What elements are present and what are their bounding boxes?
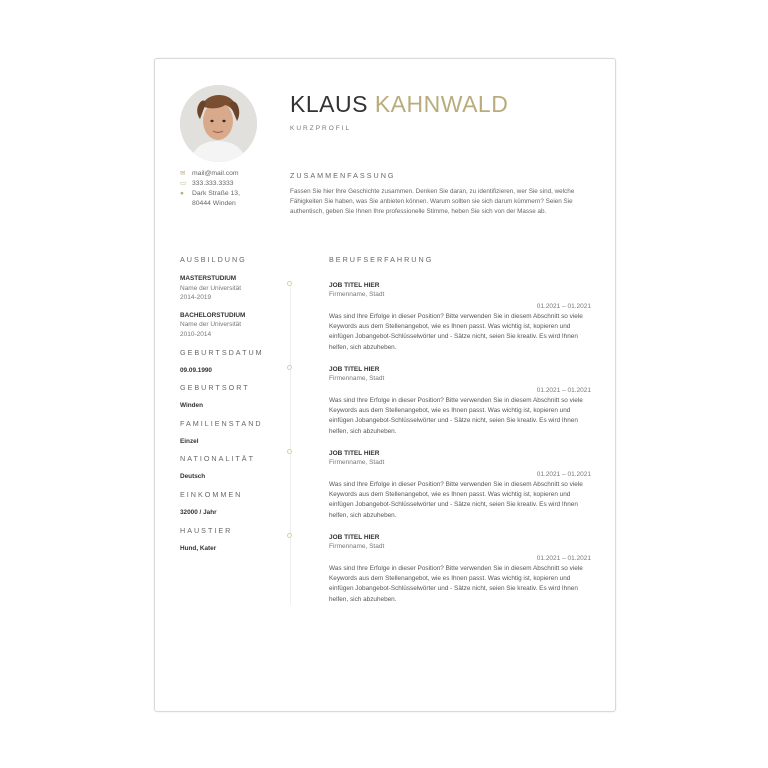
nationality-value: Deutsch (180, 473, 206, 481)
job-title: JOB TITEL HIER (329, 534, 380, 541)
degree: BACHELORSTUDIUM (180, 311, 246, 319)
job-title: JOB TITEL HIER (329, 366, 380, 373)
school: Name der Universität (180, 284, 242, 292)
contact-email[interactable]: mail@mail.com (192, 170, 239, 177)
school: Name der Universität (180, 321, 242, 329)
birthplace-heading: GEBURTSORT (180, 383, 250, 393)
resume-page (154, 58, 616, 712)
pet-heading: HAUSTIER (180, 525, 233, 535)
job-company: Firmenname, Stadt (329, 375, 385, 382)
job-description: Was sind Ihre Erfolge in dieser Position? Bitte verwenden Sie in diesem Abschnitt so viele Keywords aus dem Stellenangebot, wie es Ihnen passt. Was wichtig ist, kopieren und einfügen Jobangebot-Schlüsselwörter und - Sätze nicht, seien Sie kreativ. Es wird Ihnen helfen, sich abzuheben. (329, 565, 583, 603)
timeline-dot (287, 533, 292, 538)
last-name: KAHNWALD (374, 91, 509, 117)
years: 2014-2019 (180, 294, 212, 302)
marital-status-value: Einzel (180, 437, 199, 445)
profile-subtitle: KURZPROFIL (290, 125, 352, 132)
education-heading: AUSBILDUNG (180, 255, 247, 264)
contact-email-row (180, 169, 240, 179)
contact-address (192, 189, 240, 209)
address-line-2: 80444 Winden (192, 200, 236, 207)
job-date: 01.2021 – 01.2021 (536, 471, 591, 478)
job-company: Firmenname, Stadt (329, 543, 385, 550)
location-icon: ● (180, 190, 184, 197)
job-date: 01.2021 – 01.2021 (536, 303, 591, 310)
contact-phone[interactable]: 333.333.3333 (192, 180, 234, 187)
birthdate-heading: GEBURTSDATUM (180, 347, 264, 357)
summary-heading: ZUSAMMENFASSUNG (290, 171, 396, 180)
first-name: KLAUS (290, 91, 368, 117)
years: 2010-2014 (180, 330, 212, 338)
job-date: 01.2021 – 01.2021 (536, 555, 591, 562)
address-line-1: Dark Straße 13, (192, 190, 240, 197)
degree: MASTERSTUDIUM (180, 275, 237, 282)
marital-status-heading: FAMILIENSTAND (180, 418, 263, 428)
job-entry (329, 281, 591, 365)
nationality-heading: NATIONALITÄT (180, 454, 255, 464)
mail-icon: ✉ (180, 170, 186, 177)
income-value: 32000 / Jahr (180, 508, 217, 516)
timeline-line (290, 281, 291, 605)
contact-block (180, 169, 240, 209)
job-entry (329, 533, 591, 617)
birthdate-value: 09.09.1990 (180, 366, 212, 374)
job-company: Firmenname, Stadt (329, 459, 385, 466)
job-date: 01.2021 – 01.2021 (536, 387, 591, 394)
timeline-dot (287, 449, 292, 454)
experience-heading: BERUFSERFAHRUNG (329, 255, 434, 264)
contact-address-row (180, 189, 240, 209)
job-description: Was sind Ihre Erfolge in dieser Position? Bitte verwenden Sie in diesem Abschnitt so viele Keywords aus dem Stellenangebot, wie es Ihnen passt. Was wichtig ist, kopieren und einfügen Jobangebot-Schlüsselwörter und - Sätze nicht, seien Sie kreativ. Es wird Ihnen helfen, sich abzuheben. (329, 481, 583, 519)
job-title: JOB TITEL HIER (329, 450, 380, 457)
summary-text: Fassen Sie hier Ihre Geschichte zusammen. Denken Sie daran, zu identifizieren, wer Sie sind, welche Fähigkeiten Sie haben, was Sie anbieten können. Warum sollten sie sich darum kümmern? Seien Sie authentisch, geben Sie Ihnen Ihre professionelle Stimme, heben Sie sich von der Masse ab. (290, 188, 575, 216)
timeline-dot (287, 281, 292, 286)
job-description: Was sind Ihre Erfolge in dieser Position? Bitte verwenden Sie in diesem Abschnitt so viele Keywords aus dem Stellenangebot, wie es Ihnen passt. Was wichtig ist, kopieren und einfügen Jobangebot-Schlüsselwörter und - Sätze nicht, seien Sie kreativ. Es wird Ihnen helfen, sich abzuheben. (329, 397, 583, 435)
job-entry (329, 449, 591, 533)
job-title: JOB TITEL HIER (329, 282, 380, 289)
profile-photo (180, 85, 257, 162)
experience-list (329, 281, 591, 617)
phone-icon: ▭ (180, 180, 187, 187)
birthplace-value: Winden (180, 402, 204, 410)
job-company: Firmenname, Stadt (329, 291, 385, 298)
candidate-name (290, 91, 508, 118)
left-column (180, 255, 265, 561)
education-item (180, 274, 265, 303)
timeline-dot (287, 365, 292, 370)
pet-value: Hund, Kater (180, 544, 217, 552)
education-item (180, 311, 265, 340)
income-heading: EINKOMMEN (180, 489, 243, 499)
job-entry (329, 365, 591, 449)
profile-photo-illustration (180, 85, 257, 162)
contact-phone-row (180, 179, 240, 189)
job-description: Was sind Ihre Erfolge in dieser Position? Bitte verwenden Sie in diesem Abschnitt so viele Keywords aus dem Stellenangebot, wie es Ihnen passt. Was wichtig ist, kopieren und einfügen Jobangebot-Schlüsselwörter und - Sätze nicht, seien Sie kreativ. Es wird Ihnen helfen, sich abzuheben. (329, 313, 583, 351)
